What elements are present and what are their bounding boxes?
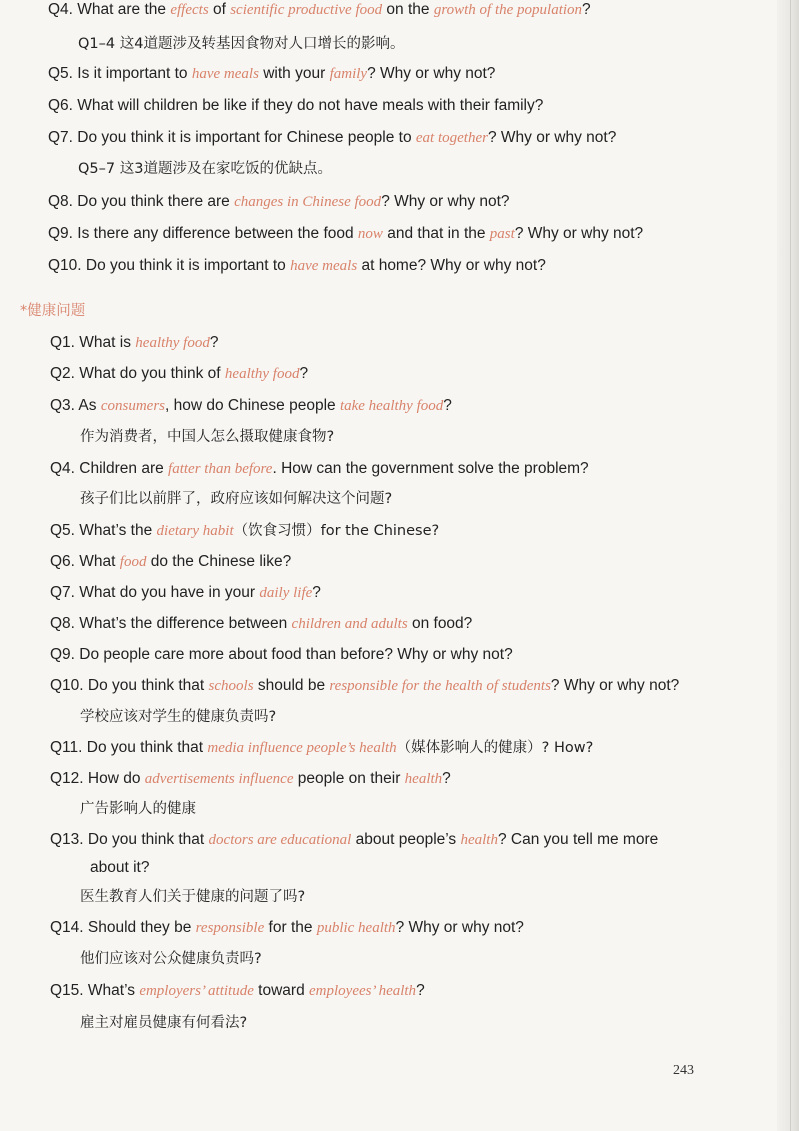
text-segment: Q7. What do you have in your: [50, 584, 260, 601]
text-segment: and that in the: [382, 225, 490, 242]
highlighted-term: responsible for the health of students: [329, 678, 551, 694]
text-segment: Q7. Do you think it is important for Chinese people to: [48, 129, 416, 146]
highlighted-term: responsible: [195, 920, 265, 936]
highlighted-term: schools: [208, 678, 254, 694]
question-line: [48, 64, 495, 84]
page-number: 243: [673, 1063, 694, 1078]
text-segment: Q9. Do people care more about food than before? Why or why not?: [50, 646, 513, 663]
highlighted-term: health: [404, 771, 443, 787]
text-segment: Q11. Do you think that: [50, 739, 208, 756]
question-line: [80, 887, 305, 907]
question-line: [48, 0, 591, 20]
highlighted-term: advertisements influence: [144, 771, 294, 787]
highlighted-term: food: [119, 554, 147, 570]
text-segment: Q5–7 这3道题涉及在家吃饭的优缺点。: [78, 161, 332, 177]
text-segment: Q10. Do you think that: [50, 677, 209, 694]
question-line: [50, 583, 321, 603]
question-line: [50, 459, 589, 479]
text-segment: ?: [312, 584, 321, 601]
text-segment: ?: [443, 397, 452, 414]
question-line: [48, 224, 643, 244]
question-line: [50, 981, 425, 1001]
text-segment: Q4. Children are: [50, 460, 169, 477]
question-line: [50, 676, 679, 696]
text-segment: Q14. Should they be: [50, 919, 196, 936]
text-segment: Q13. Do you think that: [50, 831, 209, 848]
text-segment: （媒体影响人的健康）? How?: [396, 740, 594, 756]
text-segment: ? Why or why not?: [487, 129, 617, 146]
text-segment: ?: [209, 334, 219, 351]
highlighted-term: media influence people’s health: [207, 740, 397, 756]
question-line: [48, 192, 510, 212]
text-segment: Q6. What will children be like if they do not have meals with their family?: [48, 97, 544, 114]
question-line: [50, 769, 451, 789]
highlighted-term: employers’ attitude: [139, 983, 254, 999]
highlighted-term: growth of the population: [433, 2, 583, 18]
question-line: [48, 256, 546, 276]
text-segment: Q15. What’s: [50, 982, 140, 999]
text-segment: ? Why or why not?: [367, 65, 496, 82]
text-segment: of: [208, 1, 231, 18]
highlighted-term: consumers: [100, 398, 166, 414]
highlighted-term: healthy food: [135, 335, 210, 351]
question-line: [80, 949, 262, 969]
text-segment: on the: [382, 1, 434, 18]
highlighted-term: changes in Chinese food: [234, 194, 382, 210]
text-segment: ?: [299, 365, 309, 382]
section-title: *健康问题: [20, 303, 86, 319]
question-line: [90, 858, 149, 878]
text-segment: Q1–4 这4道题涉及转基因食物对人口增长的影响。: [78, 36, 405, 52]
text-segment: 广告影响人的健康: [80, 801, 196, 817]
highlighted-term: scientific productive food: [230, 2, 383, 18]
text-segment: at home? Why or why not?: [357, 257, 546, 274]
highlighted-term: now: [357, 226, 383, 242]
highlighted-term: fatter than before: [168, 461, 273, 477]
highlighted-term: have meals: [191, 66, 259, 82]
text-segment: on food?: [407, 615, 473, 632]
highlighted-term: healthy food: [224, 366, 300, 382]
text-segment: ?: [582, 1, 591, 18]
text-segment: Q5. Is it important to: [48, 65, 192, 82]
text-segment: for the: [264, 919, 317, 936]
text-segment: Q6. What: [50, 553, 120, 570]
text-segment: 孩子们比以前胖了，政府应该如何解决这个问题?: [80, 491, 393, 507]
question-line: [78, 159, 332, 179]
highlighted-term: health: [460, 832, 498, 848]
question-line: [50, 918, 524, 938]
highlighted-term: employees’ health: [309, 983, 417, 999]
question-line: [50, 614, 472, 634]
highlighted-term: daily life: [259, 585, 313, 601]
question-line: [80, 489, 392, 509]
text-segment: 他们应该对公众健康负责吗?: [80, 951, 262, 967]
highlighted-term: past: [489, 226, 515, 242]
text-segment: Q1. What is: [50, 334, 136, 351]
highlighted-term: take healthy food: [339, 398, 444, 414]
question-line: [78, 34, 404, 54]
text-segment: Q3. As: [50, 397, 101, 414]
text-segment: about it?: [90, 859, 150, 876]
question-line: [50, 521, 439, 541]
page-edge-shadow: [777, 0, 799, 1131]
text-segment: Q8. Do you think there are: [48, 193, 235, 210]
highlighted-term: doctors are educational: [208, 832, 352, 848]
question-line: [80, 799, 196, 819]
text-segment: ?: [442, 770, 451, 787]
question-line: [50, 738, 593, 758]
question-line: [50, 645, 513, 665]
question-line: [48, 128, 616, 148]
text-segment: Q2. What do you think of: [50, 365, 225, 382]
question-line: [80, 707, 276, 727]
highlighted-term: children and adults: [291, 616, 408, 632]
text-segment: Q8. What’s the difference between: [50, 615, 292, 632]
text-segment: 作为消费者，中国人怎么摄取健康食物?: [80, 429, 335, 445]
highlighted-term: have meals: [290, 258, 358, 274]
text-segment: ? Why or why not?: [381, 193, 510, 210]
question-line: [50, 396, 452, 416]
text-segment: should be: [253, 677, 330, 694]
question-line: [50, 830, 658, 850]
text-segment: ? Why or why not?: [395, 919, 524, 936]
highlighted-term: eat together: [415, 130, 488, 146]
text-segment: ? Can you tell me more: [497, 831, 659, 848]
text-segment: 医生教育人们关于健康的问题了吗?: [80, 889, 306, 905]
text-segment: about people’s: [351, 831, 461, 848]
highlighted-term: family: [329, 66, 368, 82]
text-segment: ? Why or why not?: [514, 225, 644, 242]
text-segment: do the Chinese like?: [146, 553, 292, 570]
text-segment: toward: [253, 982, 310, 999]
question-line: [80, 1013, 247, 1033]
question-line: [50, 552, 291, 572]
question-line: [50, 333, 218, 353]
question-line: [48, 96, 543, 116]
text-segment: . How can the government solve the problem?: [272, 460, 589, 477]
text-segment: ? Why or why not?: [550, 677, 680, 694]
text-segment: （饮食习惯）for the Chinese?: [233, 523, 440, 539]
text-segment: people on their: [293, 770, 405, 787]
text-segment: Q4. What are the: [48, 1, 171, 18]
text-segment: Q12. How do: [50, 770, 145, 787]
question-line: [80, 427, 334, 447]
page-edge-line: [790, 0, 791, 1131]
text-segment: with your: [258, 65, 330, 82]
question-line: [50, 364, 308, 384]
highlighted-term: effects: [170, 2, 209, 18]
highlighted-term: public health: [316, 920, 396, 936]
text-segment: 雇主对雇员健康有何看法?: [80, 1015, 248, 1031]
text-segment: Q10. Do you think it is important to: [48, 257, 291, 274]
text-segment: Q9. Is there any difference between the food: [48, 225, 358, 242]
text-segment: 学校应该对学生的健康负责吗?: [80, 709, 277, 725]
highlighted-term: dietary habit: [156, 523, 234, 539]
text-segment: ?: [416, 982, 425, 999]
text-segment: , how do Chinese people: [165, 397, 340, 414]
text-segment: Q5. What’s the: [50, 522, 157, 539]
